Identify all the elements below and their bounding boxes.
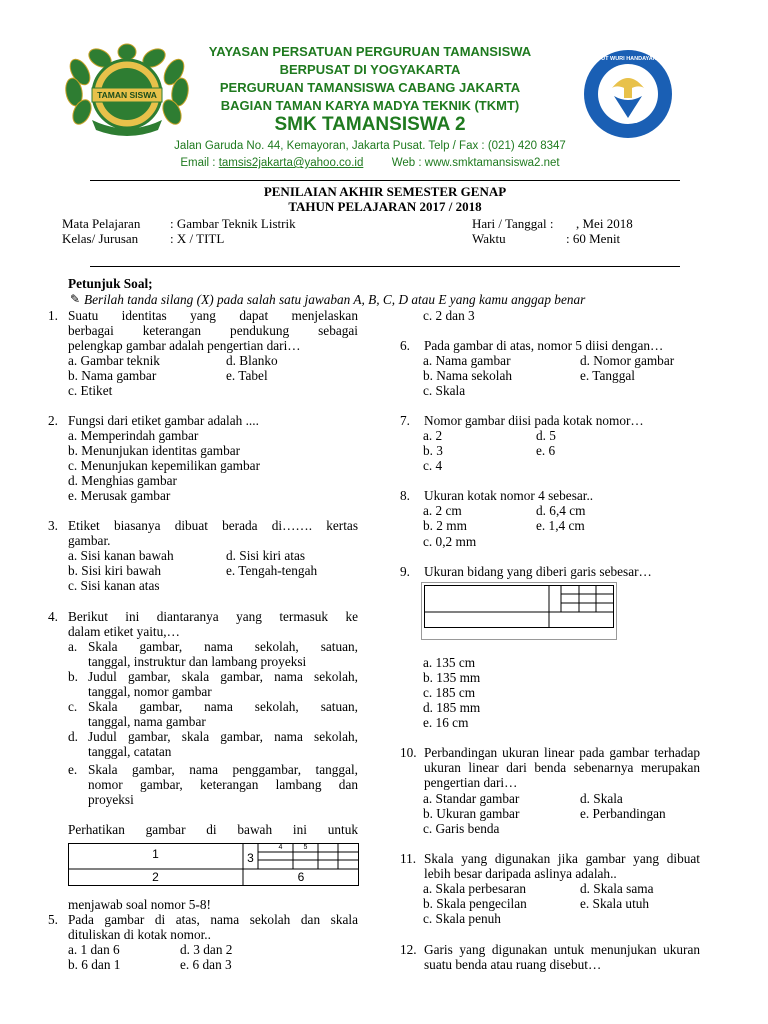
question-number: 11. — [400, 851, 417, 866]
option-c[interactable]: c. 0,2 mm — [423, 534, 477, 549]
option-a[interactable]: a. Memperindah gambar — [68, 428, 199, 443]
date-value: , Mei 2018 — [576, 216, 633, 231]
option-e[interactable]: e. 16 cm — [423, 715, 469, 730]
option-b[interactable]: b. 135 mm — [423, 670, 481, 685]
option-b[interactable]: b. Skala pengecilan — [423, 896, 527, 911]
option-text-line: nomor gambar, keterangan lambang dan — [88, 777, 358, 792]
option-a[interactable]: a. 1 dan 6 — [68, 942, 120, 957]
figure-note-line-2: menjawab soal nomor 5-8! — [68, 897, 211, 912]
question-number: 12. — [400, 942, 417, 957]
question-number: 5. — [48, 912, 58, 927]
web-link[interactable]: www.smktamansiswa2.net — [424, 157, 560, 169]
option-d[interactable]: d. Skala sama — [580, 881, 654, 896]
option-a[interactable]: a. 2 cm — [423, 503, 462, 518]
option-a[interactable]: a. 2 — [423, 428, 443, 443]
tamansiswa-logo-text: TAMAN SISWA — [97, 90, 157, 100]
option-letter: e. — [68, 762, 78, 777]
question-number: 3. — [48, 518, 58, 533]
question-7 — [400, 413, 700, 428]
option-c[interactable]: c. Sisi kanan atas — [68, 578, 160, 593]
option-b[interactable]: b. 3 — [423, 443, 443, 458]
option-e[interactable]: e. 6 dan 3 — [180, 957, 232, 972]
q5-option-c[interactable]: c. 2 dan 3 — [423, 308, 475, 323]
option-c[interactable]: c. Skala penuh — [423, 911, 501, 926]
option-letter: b. — [68, 669, 78, 684]
etiket-figure — [68, 843, 359, 886]
question-number: 6. — [400, 338, 410, 353]
question-text-line: suatu benda atau ruang disebut… — [424, 957, 602, 972]
option-c[interactable]: c. Etiket — [68, 383, 113, 398]
etiket-cell-5: 5 — [303, 844, 308, 851]
option-a[interactable]: a. Nama gambar — [423, 353, 511, 368]
question-12 — [400, 942, 700, 972]
question-text-line: Ukuran bidang yang diberi garis sebesar… — [424, 564, 652, 579]
option-e[interactable]: e. Tengah-tengah — [226, 563, 318, 578]
option-d[interactable]: d. Sisi kiri atas — [226, 548, 306, 563]
tut-wuri-handayani-logo-text: TUT WURI HANDAYANI — [597, 56, 659, 62]
question-10 — [400, 745, 700, 790]
option-letter: a. — [68, 639, 78, 654]
option-e[interactable]: e. 6 — [536, 443, 556, 458]
option-b[interactable]: b. Sisi kiri bawah — [68, 563, 162, 578]
time-value: : 60 Menit — [566, 231, 621, 246]
option-text-line: Skala gambar, nama penggambar, tanggal, — [88, 762, 358, 777]
option-e[interactable]: e. Perbandingan — [580, 806, 666, 821]
option-d[interactable]: d. Blanko — [226, 353, 278, 368]
question-11 — [400, 851, 700, 881]
option-e[interactable]: e. 1,4 cm — [536, 518, 585, 533]
question-text-line: ukuran linear dari benda sebenarnya merupakan — [424, 760, 700, 775]
question-text-line: Skala yang digunakan jika gambar yang dibuat — [424, 851, 700, 866]
question-number: 9. — [400, 564, 410, 579]
school-address: Jalan Garuda No. 44, Kemayoran, Jakarta Pusat. Telp / Fax : (021) 420 8347 — [174, 140, 566, 152]
web-label: Web : — [391, 157, 425, 169]
option-b[interactable]: b. Nama gambar — [68, 368, 157, 383]
option-a[interactable]: a. Skala perbesaran — [423, 881, 526, 896]
option-text-line: tanggal, nama gambar — [88, 714, 206, 729]
question-number: 1. — [48, 308, 58, 323]
question-text-line: pengertian dari… — [424, 775, 518, 790]
subject-value: : Gambar Teknik Listrik — [170, 216, 296, 231]
question-9 — [400, 564, 700, 579]
question-8 — [400, 488, 700, 503]
option-d[interactable]: d. Skala — [580, 791, 623, 806]
option-text-line: Skala gambar, nama sekolah, satuan, — [88, 699, 358, 714]
question-number: 10. — [400, 745, 417, 760]
option-d[interactable] — [68, 729, 358, 759]
drawing-sheet-figure — [421, 582, 617, 640]
question-2 — [48, 413, 358, 428]
date-label: Hari / Tanggal : — [472, 216, 554, 231]
question-text-line: Ukuran kotak nomor 4 sebesar.. — [424, 488, 594, 503]
option-a[interactable]: a. Standar gambar — [423, 791, 520, 806]
exam-title-1: PENILAIAN AKHIR SEMESTER GENAP — [263, 184, 507, 199]
option-text-line: Judul gambar, skala gambar, nama sekolah, — [88, 729, 358, 744]
option-b[interactable]: b. 6 dan 1 — [68, 957, 121, 972]
instructions-title: Petunjuk Soal; — [68, 276, 153, 291]
etiket-cell-2: 2 — [152, 870, 159, 884]
option-d[interactable]: d. 5 — [536, 428, 556, 443]
header-divider — [90, 180, 680, 181]
option-b[interactable]: b. Ukuran gambar — [423, 806, 520, 821]
option-c[interactable]: c. 4 — [423, 458, 443, 473]
option-e[interactable]: e. Merusak gambar — [68, 488, 171, 503]
question-text-line: Pada gambar di atas, nama sekolah dan skala — [68, 912, 358, 927]
option-a[interactable] — [68, 639, 358, 669]
option-e[interactable]: e. Skala utuh — [580, 896, 650, 911]
option-c[interactable]: c. Menunjukan kepemilikan gambar — [68, 458, 261, 473]
question-text-line: Suatu identitas yang dapat menjelaskan — [68, 308, 358, 323]
option-b[interactable]: b. Menunjukan identitas gambar — [68, 443, 241, 458]
question-text-line: Pada gambar di atas, nomor 5 diisi dengan… — [424, 338, 664, 353]
option-b[interactable] — [68, 669, 358, 699]
email-label: Email : — [180, 157, 219, 169]
question-text-line: dalam etiket yaitu,… — [68, 624, 180, 639]
option-a[interactable]: a. Sisi kanan bawah — [68, 548, 174, 563]
option-text-line: Skala gambar, nama sekolah, satuan, — [88, 639, 358, 654]
option-d[interactable]: d. Nomor gambar — [580, 353, 675, 368]
question-number: 4. — [48, 609, 58, 624]
option-text-line: tanggal, instruktur dan lambang proyeksi — [88, 654, 307, 669]
option-letter: c. — [68, 699, 78, 714]
question-text-line: Fungsi dari etiket gambar adalah .... — [68, 413, 259, 428]
question-text-line: pelengkap gambar adalah pengertian dari… — [68, 338, 301, 353]
option-text-line: tanggal, catatan — [88, 744, 172, 759]
class-value: : X / TITL — [170, 231, 225, 246]
header-line3: PERGURUAN TAMANSISWA CABANG JAKARTA — [219, 80, 521, 95]
option-c[interactable] — [68, 699, 358, 729]
option-e[interactable] — [68, 762, 358, 807]
header-line2: BERPUSAT DI YOGYAKARTA — [279, 62, 461, 77]
option-d[interactable]: d. Menghias gambar — [68, 473, 177, 488]
etiket-cell-6: 6 — [297, 870, 305, 884]
question-text-line: Garis yang digunakan untuk menunjukan ukuran — [424, 942, 700, 957]
question-text-line: lebih besar daripada aslinya adalah.. — [424, 866, 617, 881]
option-a[interactable]: a. Gambar teknik — [68, 353, 160, 368]
subject-label: Mata Pelajaran — [62, 216, 141, 231]
option-e[interactable]: e. Tabel — [226, 368, 268, 383]
option-d[interactable]: d. 3 dan 2 — [180, 942, 233, 957]
question-text-line: Perbandingan ukuran linear pada gambar terhadap — [424, 745, 700, 760]
question-text-line: berbagai keterangan pendukung sebagai — [68, 323, 358, 338]
contact-line — [150, 156, 590, 170]
email-link[interactable]: tamsis2jakarta@yahoo.co.id — [218, 157, 364, 169]
option-d[interactable]: d. 185 mm — [423, 700, 481, 715]
question-number: 8. — [400, 488, 410, 503]
header-line1: YAYASAN PERSATUAN PERGURUAN TAMANSISWA — [208, 44, 532, 59]
option-a[interactable]: a. 135 cm — [423, 655, 476, 670]
option-text-line: Judul gambar, skala gambar, nama sekolah, — [88, 669, 358, 684]
question-text-line: dituliskan di kotak nomor.. — [68, 927, 211, 942]
option-letter: d. — [68, 729, 78, 744]
question-text-line: Nomor gambar diisi pada kotak nomor… — [424, 413, 644, 428]
instructions-text: Berilah tanda silang (X) pada salah satu jawaban A, B, C, D atau E yang kamu anggap benar — [84, 292, 586, 307]
option-text-line: proyeksi — [88, 792, 134, 807]
class-label: Kelas/ Jurusan — [62, 231, 139, 246]
option-b[interactable]: b. 2 mm — [423, 518, 467, 533]
question-text-line: Etiket biasanya dibuat berada di……. kertas — [68, 518, 358, 533]
etiket-cell-1: 1 — [152, 847, 159, 861]
option-text-line: tanggal, nomor gambar — [88, 684, 212, 699]
header-line4: BAGIAN TAMAN KARYA MADYA TEKNIK (TKMT) — [220, 98, 520, 113]
exam-divider — [90, 266, 680, 267]
option-d[interactable]: d. 6,4 cm — [536, 503, 586, 518]
exam-title-2: TAHUN PELAJARAN 2017 / 2018 — [288, 199, 482, 214]
question-number: 2. — [48, 413, 58, 428]
tut-wuri-handayani-logo — [578, 48, 678, 140]
time-label: Waktu — [472, 231, 506, 246]
question-text-line: gambar. — [68, 533, 111, 548]
question-3 — [48, 518, 358, 548]
option-b[interactable]: b. Nama sekolah — [423, 368, 512, 383]
school-name: SMK TAMANSISWA 2 — [274, 114, 466, 135]
pencil-icon: ✎ — [70, 292, 81, 306]
question-number: 7. — [400, 413, 410, 428]
etiket-cell-3: 3 — [247, 851, 254, 865]
figure-note-line-1: Perhatikan gambar di bawah ini untuk — [68, 822, 358, 837]
question-1 — [48, 308, 358, 353]
question-4 — [48, 609, 358, 639]
question-6 — [400, 338, 700, 353]
option-c[interactable]: c. Garis benda — [423, 821, 500, 836]
option-c[interactable]: c. Skala — [423, 383, 466, 398]
question-text-line: Berikut ini diantaranya yang termasuk ke — [68, 609, 358, 624]
question-5 — [48, 912, 358, 942]
option-c[interactable]: c. 185 cm — [423, 685, 476, 700]
option-e[interactable]: e. Tanggal — [580, 368, 635, 383]
etiket-cell-4: 4 — [278, 844, 283, 851]
